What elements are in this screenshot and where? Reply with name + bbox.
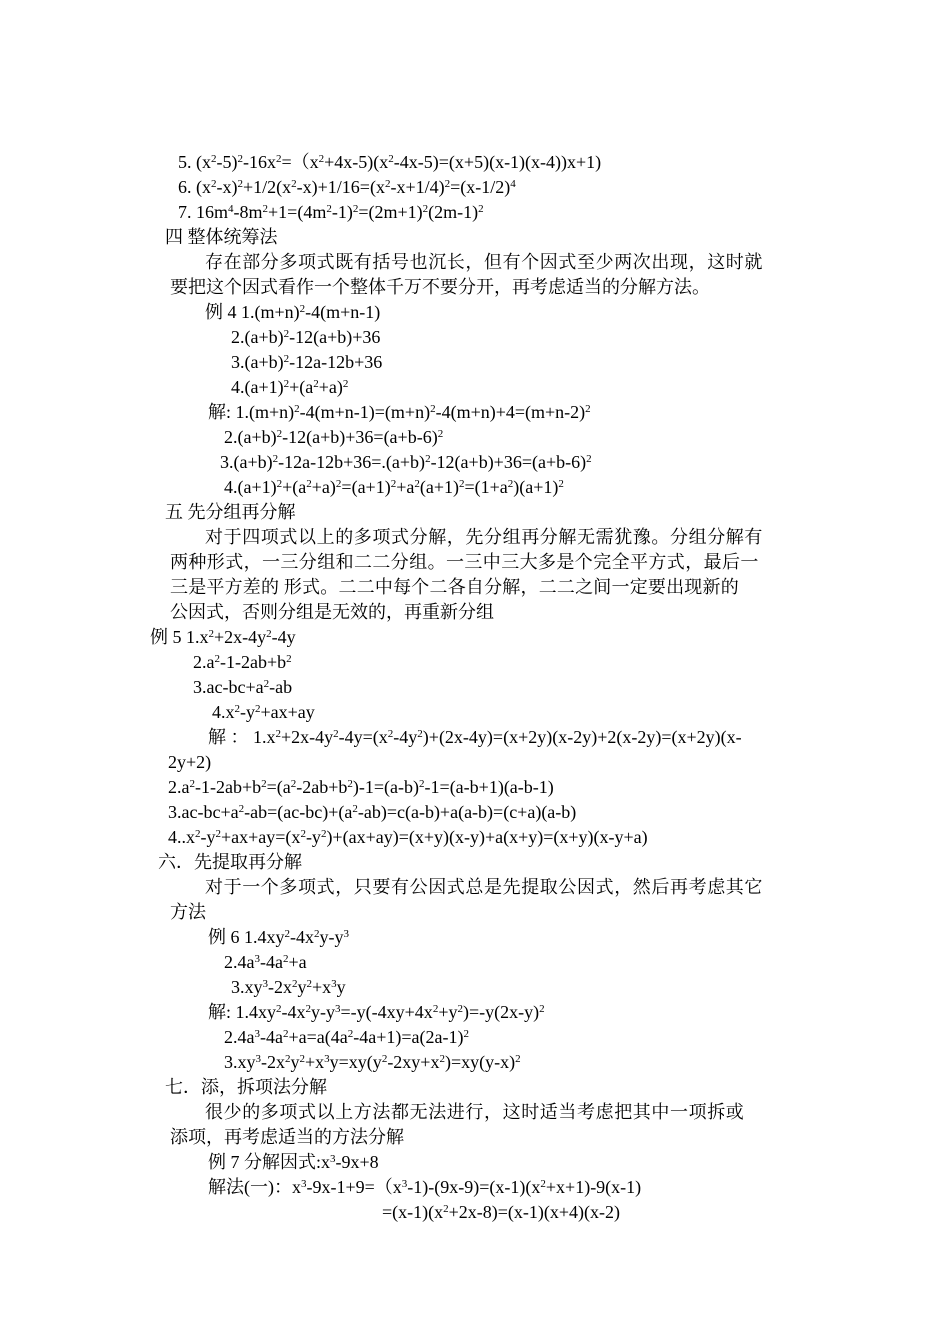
- superscript: 2: [432, 1003, 439, 1015]
- superscript: 2: [214, 653, 220, 665]
- superscript: 2: [347, 778, 353, 790]
- superscript: 3: [331, 978, 337, 990]
- superscript: 2: [276, 153, 282, 165]
- superscript: 2: [263, 678, 270, 690]
- superscript: 2: [208, 628, 214, 640]
- example-4-solution-3: [220, 451, 592, 473]
- text-run: 解 ： 1.x: [208, 727, 276, 747]
- superscript: 2: [282, 953, 289, 965]
- text-run: 五 先分组再分解: [165, 502, 296, 522]
- text-run: 2.4a: [224, 952, 255, 972]
- text-run: y: [336, 977, 346, 997]
- example-5-problem-4: [212, 701, 315, 723]
- superscript: 2: [292, 978, 298, 990]
- superscript: 2: [261, 778, 267, 790]
- text-run: -y: [305, 827, 321, 847]
- section-7-paragraph-line: [170, 1126, 404, 1148]
- text-run: 添项，再考虑适当的方法分解: [170, 1127, 404, 1147]
- superscript: 2: [266, 628, 272, 640]
- text-run: 5. (x: [178, 152, 211, 172]
- text-run: y=xy(y: [329, 1052, 382, 1072]
- text-run: -4x: [290, 927, 314, 947]
- superscript: 2: [189, 778, 195, 790]
- superscript: 2: [342, 378, 349, 390]
- superscript: 2: [318, 153, 325, 165]
- example-5-problem-3: [193, 676, 292, 698]
- text-run: +x: [305, 1052, 325, 1072]
- superscript: 2: [290, 778, 297, 790]
- text-run: -12a-12b+36=.(a+b): [278, 452, 426, 472]
- text-run: -12(a+b)+36=(a+b-6): [430, 452, 587, 472]
- example-4-item-7-solution: [178, 201, 484, 223]
- example-6-solution-2: [224, 1026, 469, 1048]
- text-run: 4..x: [168, 827, 195, 847]
- superscript: 2: [285, 1053, 291, 1065]
- text-run: 6. (x: [178, 177, 211, 197]
- superscript: 2: [320, 828, 327, 840]
- text-run: +a=a(4a: [288, 1027, 348, 1047]
- text-run: -8m: [233, 202, 263, 222]
- text-run: 六．先提取再分解: [158, 852, 302, 872]
- superscript: 2: [211, 153, 217, 165]
- text-run: -4(m+n-1): [305, 302, 381, 322]
- superscript: 2: [586, 453, 592, 465]
- text-run: )(a+1): [513, 477, 559, 497]
- example-5-solution-4: [168, 826, 648, 848]
- text-run: 2.a: [193, 652, 215, 672]
- text-run: -5): [216, 152, 238, 172]
- superscript: 3: [262, 978, 268, 990]
- superscript: 2: [275, 728, 281, 740]
- superscript: 2: [313, 378, 319, 390]
- example-5-solution-1-continued: [168, 751, 211, 773]
- text-run: =(a: [266, 777, 291, 797]
- text-run: 三是平方差的 形式。二二中每个二各自分解，二二之间一定要出现新的: [170, 577, 739, 597]
- text-run: +a: [288, 952, 307, 972]
- superscript: 2: [306, 978, 312, 990]
- superscript: 2: [195, 828, 201, 840]
- text-run: -4y: [271, 627, 296, 647]
- section-5-paragraph-line: [170, 576, 739, 598]
- superscript: 2: [314, 928, 320, 940]
- example-4-solution-2: [224, 426, 443, 448]
- superscript: 4: [510, 178, 516, 190]
- superscript: 2: [352, 203, 359, 215]
- superscript: 2: [306, 478, 312, 490]
- example-4-item-5-solution: [178, 151, 601, 173]
- text-run: -ab: [269, 677, 293, 697]
- example-7-solution-method-1: [208, 1176, 641, 1198]
- text-run: -4(m+n-1)=(m+n): [299, 402, 431, 422]
- text-run: 3.(a+b): [231, 352, 284, 372]
- superscript: 3: [343, 928, 349, 940]
- text-run: +a: [396, 477, 415, 497]
- text-run: -9x-1+9=（x: [306, 1177, 402, 1197]
- example-5-solution-1: [208, 726, 742, 748]
- text-run: 方法: [170, 902, 206, 922]
- text-run: 3.xy: [224, 1052, 256, 1072]
- text-run: 存在部分多项式既有括号也沉长，但有个因式至少两次出现，这时就: [205, 252, 763, 272]
- text-run: 例 4 1.(m+n): [205, 302, 300, 322]
- example-6-problem-2: [224, 951, 307, 973]
- text-run: 要把这个因式看作一个整体千万不要分开，再考虑适当的分解方法。: [170, 277, 710, 297]
- section-6-paragraph-line: [170, 901, 206, 923]
- text-run: -1-2ab+b: [220, 652, 287, 672]
- superscript: 2: [286, 653, 292, 665]
- text-run: -4x: [281, 1002, 306, 1022]
- text-run: +ax+ay: [260, 702, 315, 722]
- example-4-item-6-solution: [178, 176, 516, 198]
- example-5-solution-3: [168, 801, 576, 823]
- text-run: y: [297, 977, 307, 997]
- example-5-problem-1: [150, 626, 296, 648]
- text-run: -4(m+n)+4=(m+n-2): [435, 402, 586, 422]
- superscript: 2: [276, 428, 283, 440]
- superscript: 2: [282, 1028, 289, 1040]
- superscript: 2: [558, 478, 564, 490]
- superscript: 2: [333, 728, 339, 740]
- superscript: 2: [237, 153, 243, 165]
- text-run: 例 5 1.x: [150, 627, 209, 647]
- text-run: 3.(a+b): [220, 452, 273, 472]
- superscript: 2: [294, 403, 300, 415]
- section-5-paragraph-line: [170, 551, 759, 573]
- text-run: -2x: [261, 1052, 285, 1072]
- text-run: y-y: [319, 927, 344, 947]
- section-7-heading: [165, 1076, 327, 1098]
- text-run: -12a-12b+36: [289, 352, 383, 372]
- text-run: 4.(a+1): [224, 477, 277, 497]
- superscript: 2: [211, 178, 217, 190]
- example-4-problem-3: [231, 351, 382, 373]
- example-4-problem-4: [231, 376, 348, 398]
- text-run: +(a: [289, 377, 314, 397]
- superscript: 2: [417, 728, 423, 740]
- text-run: (a+1): [419, 477, 459, 497]
- text-run: 对于四项式以上的多项式分解，先分组再分解无需犹豫。分组分解有: [205, 527, 763, 547]
- text-run: +y: [438, 1002, 458, 1022]
- superscript: 2: [283, 353, 290, 365]
- text-run: 3.ac-bc+a: [193, 677, 264, 697]
- superscript: 3: [324, 1053, 330, 1065]
- superscript: 2: [444, 178, 451, 190]
- superscript: 2: [478, 203, 484, 215]
- text-run: )+(ax+ay)=(x+y)(x-y)+a(x+y)=(x+y)(x-y+a): [326, 827, 648, 847]
- text-run: -4y: [393, 727, 418, 747]
- text-run: +(a: [282, 477, 307, 497]
- superscript: 2: [458, 478, 465, 490]
- text-run: +a): [318, 377, 343, 397]
- superscript: 2: [507, 478, 514, 490]
- superscript: 2: [540, 1178, 546, 1190]
- text-run: -4x-5)=(x+5)(x-1)(x-4))x+1): [393, 152, 602, 172]
- example-4-problem-2: [231, 326, 380, 348]
- text-run: 2.4a: [224, 1027, 255, 1047]
- text-run: -9x+8: [335, 1152, 379, 1172]
- text-run: -1=(a-b+1)(a-b-1): [424, 777, 554, 797]
- section-7-paragraph-line: [205, 1101, 744, 1123]
- text-run: 四 整体统筹法: [165, 227, 278, 247]
- example-6-problem-3: [231, 976, 346, 998]
- text-run: -y: [200, 827, 216, 847]
- text-run: 很少的多项式以上方法都无法进行，这时适当考虑把其中一项拆或: [205, 1102, 745, 1122]
- text-run: )+(2x-4y)=(x+2y)(x-2y)+2(x-2y)=(x+2y)(x-: [422, 727, 742, 747]
- example-5-solution-2: [168, 776, 554, 798]
- text-run: -2xy+x: [387, 1052, 440, 1072]
- text-run: 七．添，拆项法分解: [165, 1077, 327, 1097]
- superscript: 2: [284, 928, 290, 940]
- superscript: 2: [388, 153, 394, 165]
- example-7-solution-method-1-continued: [382, 1201, 620, 1223]
- text-run: 两种形式，一三分组和二二分组。一三中三大多是个完全平方式，最后一: [170, 552, 759, 572]
- superscript: 2: [387, 728, 394, 740]
- text-run: 3.ac-bc+a: [168, 802, 239, 822]
- superscript: 2: [300, 828, 306, 840]
- section-4-heading: [165, 226, 278, 248]
- superscript: 2: [272, 453, 279, 465]
- text-run: -x)+1/16=(x: [296, 177, 385, 197]
- text-run: -1): [331, 202, 353, 222]
- superscript: 2: [305, 1003, 312, 1015]
- superscript: 2: [283, 328, 290, 340]
- superscript: 2: [291, 178, 297, 190]
- text-run: -12(a+b)+36=(a+b-6): [282, 427, 438, 447]
- superscript: 3: [254, 953, 260, 965]
- text-run: 例 7 分解因式:x: [208, 1152, 331, 1172]
- text-run: 2.(a+b): [231, 327, 284, 347]
- superscript: 2: [234, 703, 240, 715]
- text-run: )=xy(y-x): [444, 1052, 516, 1072]
- text-run: 4.(a+1): [231, 377, 284, 397]
- text-run: -4a+1)=a(2a-1): [353, 1027, 464, 1047]
- text-run: +4x-5)(x: [324, 152, 389, 172]
- section-4-paragraph-line: [170, 276, 710, 298]
- text-run: -2ab+b: [296, 777, 348, 797]
- text-run: +2x-4y: [214, 627, 267, 647]
- example-6-problem-1: [208, 926, 349, 948]
- superscript: 2: [439, 1053, 445, 1065]
- text-run: =(x-1)(x: [382, 1202, 444, 1222]
- text-run: -x): [216, 177, 238, 197]
- section-6-paragraph-line: [205, 876, 763, 898]
- text-run: -12(a+b)+36: [289, 327, 381, 347]
- text-run: -4y=(x: [338, 727, 388, 747]
- text-run: +a): [311, 477, 336, 497]
- superscript: 2: [457, 1003, 463, 1015]
- superscript: 3: [255, 1053, 261, 1065]
- text-run: y: [290, 1052, 300, 1072]
- text-run: +1/2(x: [243, 177, 292, 197]
- superscript: 3: [335, 1003, 341, 1015]
- superscript: 2: [299, 303, 306, 315]
- superscript: 2: [352, 803, 358, 815]
- superscript: 2: [585, 403, 591, 415]
- text-run: =(1+a: [464, 477, 508, 497]
- section-6-heading: [158, 851, 302, 873]
- text-run: -1-2ab+b: [195, 777, 262, 797]
- superscript: 2: [237, 178, 243, 190]
- superscript: 2: [443, 1203, 449, 1215]
- text-run: 4.x: [212, 702, 235, 722]
- text-run: +x+1)-9(x-1): [545, 1177, 642, 1197]
- superscript: 2: [326, 203, 332, 215]
- superscript: 3: [330, 1153, 336, 1165]
- text-run: -x+1/4): [390, 177, 445, 197]
- text-run: 对于一个多项式，只要有公因式总是先提取公因式，然后再考虑其它: [205, 877, 763, 897]
- superscript: 2: [390, 478, 397, 490]
- superscript: 2: [262, 203, 269, 215]
- text-run: =-y(-4xy+4x: [340, 1002, 433, 1022]
- superscript: 2: [335, 478, 342, 490]
- text-run: -2x: [268, 977, 292, 997]
- text-run: 解: 1.4xy: [208, 1002, 277, 1022]
- text-run: +ax+ay=(x: [221, 827, 301, 847]
- superscript: 2: [414, 478, 420, 490]
- text-run: y-y: [311, 1002, 336, 1022]
- superscript: 2: [381, 1053, 388, 1065]
- superscript: 2: [215, 828, 221, 840]
- superscript: 2: [347, 1028, 354, 1040]
- superscript: 2: [539, 1003, 545, 1015]
- section-5-paragraph-line: [170, 601, 494, 623]
- text-run: -ab=(ac-bc)+(a: [244, 802, 353, 822]
- text-run: 3.xy: [231, 977, 263, 997]
- superscript: 2: [425, 453, 431, 465]
- text-run: 7. 16m: [178, 202, 229, 222]
- text-run: 2.(a+b): [224, 427, 277, 447]
- superscript: 3: [301, 1178, 307, 1190]
- superscript: 2: [515, 1053, 521, 1065]
- superscript: 3: [254, 1028, 260, 1040]
- text-run: +2x-8)=(x-1)(x+4)(x-2): [448, 1202, 621, 1222]
- superscript: 2: [238, 803, 245, 815]
- example-5-problem-2: [193, 651, 292, 673]
- text-run: -16x: [243, 152, 276, 172]
- text-run: +2x-4y: [281, 727, 334, 747]
- superscript: 2: [430, 403, 436, 415]
- text-run: =(2m+1): [358, 202, 423, 222]
- text-run: -4a: [260, 952, 283, 972]
- text-run: -4a: [260, 1027, 283, 1047]
- superscript: 2: [276, 478, 283, 490]
- text-run: (2m-1): [428, 202, 479, 222]
- text-run: =(x-1/2): [450, 177, 511, 197]
- text-run: 2y+2): [168, 752, 212, 772]
- superscript: 2: [437, 428, 444, 440]
- section-5-paragraph-line: [205, 526, 763, 548]
- text-run: +x: [312, 977, 332, 997]
- example-4-solution-4: [224, 476, 564, 498]
- text-run: -y: [240, 702, 255, 722]
- text-run: =(a+1): [341, 477, 391, 497]
- text-run: )-1=(a-b): [352, 777, 420, 797]
- example-6-solution-3: [224, 1051, 521, 1073]
- example-4-problem-1: [205, 301, 380, 323]
- text-run: +1=(4m: [268, 202, 327, 222]
- text-run: -1)-(9x-9)=(x-1)(x: [407, 1177, 541, 1197]
- example-4-solution-1: [208, 401, 591, 423]
- superscript: 2: [384, 178, 391, 190]
- superscript: 2: [276, 1003, 282, 1015]
- superscript: 2: [255, 703, 261, 715]
- superscript: 2: [283, 378, 290, 390]
- text-run: )=-y(2x-y): [462, 1002, 540, 1022]
- example-7-problem: [208, 1151, 379, 1173]
- text-run: =（x: [281, 152, 319, 172]
- text-run: -ab)=c(a-b)+a(a-b)=(c+a)(a-b): [357, 802, 577, 822]
- superscript: 2: [422, 203, 429, 215]
- superscript: 2: [299, 1053, 305, 1065]
- superscript: 4: [228, 203, 234, 215]
- superscript: 2: [419, 778, 425, 790]
- text-run: 2.a: [168, 777, 190, 797]
- text-run: 例 6 1.4xy: [208, 927, 285, 947]
- superscript: 2: [463, 1028, 469, 1040]
- example-6-solution-1: [208, 1001, 545, 1023]
- superscript: 3: [401, 1178, 408, 1190]
- section-5-heading: [165, 501, 296, 523]
- text-run: 解: 1.(m+n): [208, 402, 295, 422]
- section-4-paragraph-line: [205, 251, 763, 273]
- text-run: 解法(一)：x: [208, 1177, 301, 1197]
- text-run: 公因式，否则分组是无效的，再重新分组: [170, 602, 494, 622]
